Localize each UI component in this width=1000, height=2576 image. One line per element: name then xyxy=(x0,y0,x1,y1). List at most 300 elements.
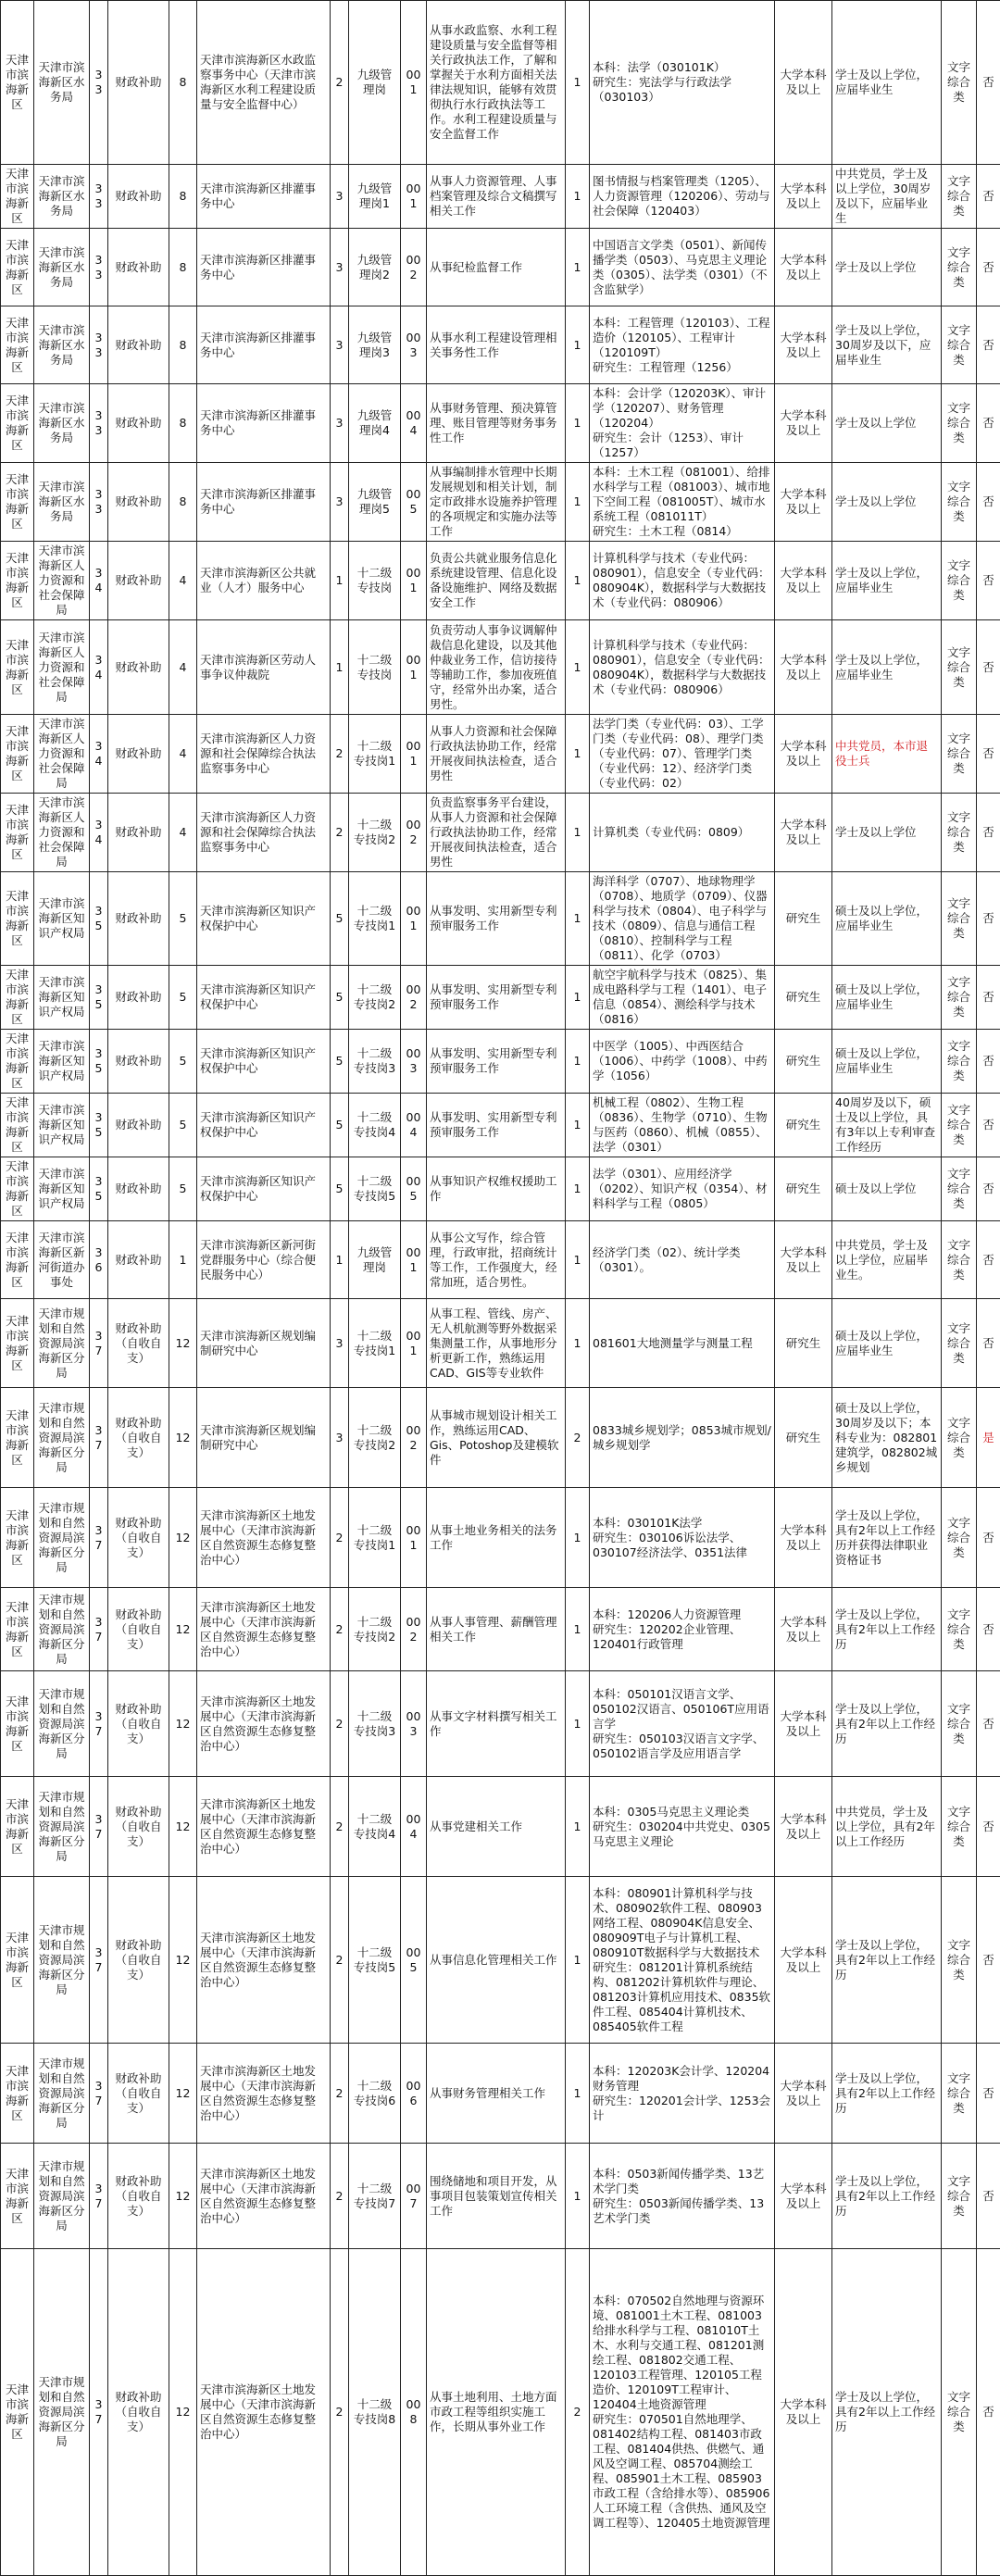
cell-duty: 从事人力资源和社会保障行政执法协助工作，经常开展夜间执法检查，适合男性 xyxy=(427,715,566,794)
cell-cat: 文字综合类 xyxy=(942,463,977,542)
cell-count: 1 xyxy=(566,1094,590,1157)
cell-dept: 天津市滨海新区知识产权局 xyxy=(34,1030,90,1094)
cell-other: 硕士及以上学位 xyxy=(832,1157,942,1221)
cell-region: 天津市滨海新区 xyxy=(1,1030,34,1094)
cell-count: 1 xyxy=(566,715,590,794)
cell-other: 硕士及以上学位，应届毕业生 xyxy=(832,1030,942,1094)
cell-post-code: 004 xyxy=(401,384,427,463)
cell-unit-qty: 5 xyxy=(331,872,349,966)
table-body xyxy=(1,1,1000,2576)
cell-unit-qty: 2 xyxy=(331,2144,349,2249)
cell-total: 12 xyxy=(169,1877,197,2044)
cell-edu: 研究生 xyxy=(775,1388,832,1488)
cell-unit: 天津市滨海新区土地发展中心（天津市滨海新区自然资源生态修复整治中心） xyxy=(197,1588,331,1671)
cell-region: 天津市滨海新区 xyxy=(1,1877,34,2044)
cell-region: 天津市滨海新区 xyxy=(1,384,34,463)
cell-unit: 天津市滨海新区知识产权保护中心 xyxy=(197,966,331,1030)
cell-post: 十二级专技岗3 xyxy=(349,1671,401,1777)
cell-total: 4 xyxy=(169,715,197,794)
cell-post-code: 005 xyxy=(401,1877,427,2044)
cell-count: 1 xyxy=(566,872,590,966)
cell-post: 十二级专技岗2 xyxy=(349,1388,401,1488)
cell-cat: 文字综合类 xyxy=(942,715,977,794)
cell-count: 1 xyxy=(566,1,590,165)
cell-region: 天津市滨海新区 xyxy=(1,306,34,384)
cell-cat: 文字综合类 xyxy=(942,1777,977,1877)
cell-unit-qty: 1 xyxy=(331,1221,349,1299)
cell-count: 2 xyxy=(566,1388,590,1488)
cell-post: 九级管理岗 xyxy=(349,1,401,165)
cell-count: 1 xyxy=(566,2144,590,2249)
cell-flag: 否 xyxy=(977,2044,1000,2144)
cell-post: 十二级专技岗1 xyxy=(349,715,401,794)
cell-cat: 文字综合类 xyxy=(942,2044,977,2144)
cell-dept-code: 34 xyxy=(90,794,108,872)
cell-dept: 天津市滨海新区水务局 xyxy=(34,229,90,306)
cell-other: 中共党员，学士及以上学位，30周岁及以下，应届毕业生 xyxy=(832,165,942,229)
cell-unit: 天津市滨海新区人力资源和社会保障综合执法监察事务中心 xyxy=(197,794,331,872)
cell-post: 十二级专技岗3 xyxy=(349,1030,401,1094)
cell-dept: 天津市规划和自然资源局滨海新区分局 xyxy=(34,2144,90,2249)
cell-unit: 天津市滨海新区排灌事务中心 xyxy=(197,306,331,384)
cell-dept-code: 34 xyxy=(90,620,108,715)
cell-dept: 天津市规划和自然资源局滨海新区分局 xyxy=(34,1671,90,1777)
cell-post-code: 002 xyxy=(401,229,427,306)
cell-funding: 财政补助（自收自支） xyxy=(108,1488,169,1588)
cell-major: 计算机类（专业代码：0809） xyxy=(590,794,775,872)
cell-edu: 大学本科及以上 xyxy=(775,1,832,165)
cell-cat: 文字综合类 xyxy=(942,229,977,306)
cell-edu: 大学本科及以上 xyxy=(775,306,832,384)
cell-flag: 否 xyxy=(977,966,1000,1030)
cell-cat: 文字综合类 xyxy=(942,1157,977,1221)
cell-dept: 天津市滨海新区水务局 xyxy=(34,463,90,542)
table-row xyxy=(1,794,1000,872)
cell-edu: 大学本科及以上 xyxy=(775,384,832,463)
cell-total: 12 xyxy=(169,1488,197,1588)
cell-major: 0833城乡规划学；0853城市规划/城乡规划学 xyxy=(590,1388,775,1488)
cell-unit-qty: 1 xyxy=(331,542,349,620)
cell-dept-code: 37 xyxy=(90,1671,108,1777)
cell-cat: 文字综合类 xyxy=(942,542,977,620)
cell-region: 天津市滨海新区 xyxy=(1,872,34,966)
cell-post: 九级管理岗5 xyxy=(349,463,401,542)
cell-unit: 天津市滨海新区规划编制研究中心 xyxy=(197,1299,331,1388)
table-row xyxy=(1,715,1000,794)
table-row xyxy=(1,966,1000,1030)
cell-post: 九级管理岗 xyxy=(349,1221,401,1299)
cell-funding: 财政补助（自收自支） xyxy=(108,2249,169,2576)
cell-cat: 文字综合类 xyxy=(942,165,977,229)
cell-edu: 大学本科及以上 xyxy=(775,1488,832,1588)
table-row xyxy=(1,229,1000,306)
cell-other: 中共党员，学士及以上学位，应届毕业生。 xyxy=(832,1221,942,1299)
table-row xyxy=(1,2144,1000,2249)
cell-other: 学士及以上学位，具有2年以上工作经历 xyxy=(832,2249,942,2576)
cell-post: 十二级专技岗4 xyxy=(349,1777,401,1877)
cell-dept: 天津市规划和自然资源局滨海新区分局 xyxy=(34,1777,90,1877)
cell-other: 学士及以上学位 xyxy=(832,384,942,463)
cell-cat: 文字综合类 xyxy=(942,1299,977,1388)
cell-major: 本科：会计学（120203K）、审计学（120207）、财务管理（120204） 研究生：会计（1253）、审计（1257） xyxy=(590,384,775,463)
cell-post-code: 004 xyxy=(401,1094,427,1157)
table-row xyxy=(1,1877,1000,2044)
cell-dept-code: 37 xyxy=(90,2044,108,2144)
cell-dept: 天津市规划和自然资源局滨海新区分局 xyxy=(34,1877,90,2044)
cell-dept-code: 35 xyxy=(90,1157,108,1221)
cell-post-code: 001 xyxy=(401,1488,427,1588)
cell-duty: 从事财务管理相关工作 xyxy=(427,2044,566,2144)
cell-edu: 研究生 xyxy=(775,1299,832,1388)
cell-region: 天津市滨海新区 xyxy=(1,542,34,620)
cell-major: 计算机科学与技术（专业代码：080901），信息安全（专业代码：080904K），数据科学与大数据技术（专业代码：080906） xyxy=(590,620,775,715)
cell-count: 1 xyxy=(566,1157,590,1221)
cell-funding: 财政补助 xyxy=(108,463,169,542)
cell-cat: 文字综合类 xyxy=(942,1094,977,1157)
cell-dept: 天津市滨海新区水务局 xyxy=(34,384,90,463)
cell-edu: 大学本科及以上 xyxy=(775,463,832,542)
cell-count: 1 xyxy=(566,1671,590,1777)
cell-funding: 财政补助 xyxy=(108,1221,169,1299)
cell-total: 12 xyxy=(169,1777,197,1877)
cell-duty: 负责监察事务平台建设，从事人力资源和社会保障行政执法协助工作，经常开展夜间执法检查，适合男性 xyxy=(427,794,566,872)
cell-cat: 文字综合类 xyxy=(942,1671,977,1777)
cell-flag: 否 xyxy=(977,306,1000,384)
cell-flag: 否 xyxy=(977,715,1000,794)
cell-other: 学士及以上学位，应届毕业生 xyxy=(832,1,942,165)
cell-dept-code: 33 xyxy=(90,1,108,165)
table-row xyxy=(1,1,1000,165)
cell-edu: 大学本科及以上 xyxy=(775,1777,832,1877)
cell-other: 40周岁及以下，硕士及以上学位，具有3年以上专利审查工作经历 xyxy=(832,1094,942,1157)
cell-other: 学士及以上学位，具有2年以上工作经历并获得法律职业资格证书 xyxy=(832,1488,942,1588)
cell-cat: 文字综合类 xyxy=(942,2144,977,2249)
cell-dept-code: 37 xyxy=(90,2249,108,2576)
cell-total: 12 xyxy=(169,1671,197,1777)
cell-major: 航空宇航科学与技术（0825）、集成电路科学与工程（1401）、电子信息（0854）、测绘科学与技术（0816） xyxy=(590,966,775,1030)
cell-cat: 文字综合类 xyxy=(942,1877,977,2044)
cell-other: 学士及以上学位，具有2年以上工作经历 xyxy=(832,2144,942,2249)
cell-other: 中共党员，本市退役士兵 xyxy=(832,715,942,794)
cell-unit-qty: 5 xyxy=(331,1094,349,1157)
cell-funding: 财政补助 xyxy=(108,872,169,966)
cell-post-code: 002 xyxy=(401,1388,427,1488)
cell-major: 本科：120203K会计学、120204财务管理 研究生：120201会计学、1253会计 xyxy=(590,2044,775,2144)
cell-unit: 天津市滨海新区公共就业（人才）服务中心 xyxy=(197,542,331,620)
cell-unit: 天津市滨海新区人力资源和社会保障综合执法监察事务中心 xyxy=(197,715,331,794)
cell-flag: 否 xyxy=(977,165,1000,229)
cell-duty: 从事文字材料撰写相关工作 xyxy=(427,1671,566,1777)
cell-post-code: 001 xyxy=(401,542,427,620)
table-row xyxy=(1,2044,1000,2144)
cell-post: 九级管理岗1 xyxy=(349,165,401,229)
cell-other: 学士及以上学位，应届毕业生 xyxy=(832,620,942,715)
cell-unit: 天津市滨海新区水政监察事务中心（天津市滨海新区水利工程建设质量与安全监督中心） xyxy=(197,1,331,165)
cell-dept-code: 36 xyxy=(90,1221,108,1299)
cell-unit: 天津市滨海新区土地发展中心（天津市滨海新区自然资源生态修复整治中心） xyxy=(197,1777,331,1877)
cell-region: 天津市滨海新区 xyxy=(1,1777,34,1877)
table-row xyxy=(1,463,1000,542)
cell-post: 十二级专技岗2 xyxy=(349,794,401,872)
cell-unit: 天津市滨海新区劳动人事争议仲裁院 xyxy=(197,620,331,715)
cell-other: 学士及以上学位，30周岁及以下，应届毕业生 xyxy=(832,306,942,384)
cell-region: 天津市滨海新区 xyxy=(1,1388,34,1488)
cell-region: 天津市滨海新区 xyxy=(1,2249,34,2576)
cell-post-code: 001 xyxy=(401,1221,427,1299)
cell-total: 8 xyxy=(169,229,197,306)
cell-unit: 天津市滨海新区土地发展中心（天津市滨海新区自然资源生态修复整治中心） xyxy=(197,1877,331,2044)
cell-post-code: 003 xyxy=(401,306,427,384)
cell-post-code: 007 xyxy=(401,2144,427,2249)
cell-total: 8 xyxy=(169,306,197,384)
cell-unit-qty: 3 xyxy=(331,1299,349,1388)
cell-post-code: 002 xyxy=(401,794,427,872)
cell-unit: 天津市滨海新区规划编制研究中心 xyxy=(197,1388,331,1488)
cell-count: 1 xyxy=(566,306,590,384)
cell-dept-code: 37 xyxy=(90,1488,108,1588)
cell-other: 硕士及以上学位，应届毕业生 xyxy=(832,1299,942,1388)
cell-cat: 文字综合类 xyxy=(942,794,977,872)
cell-dept-code: 35 xyxy=(90,1094,108,1157)
cell-major: 本科：工程管理（120103）、工程造价（120105）、工程审计（120109T） 研究生：工程管理（1256） xyxy=(590,306,775,384)
cell-unit: 天津市滨海新区土地发展中心（天津市滨海新区自然资源生态修复整治中心） xyxy=(197,2249,331,2576)
cell-edu: 研究生 xyxy=(775,1030,832,1094)
cell-dept: 天津市规划和自然资源局滨海新区分局 xyxy=(34,1388,90,1488)
cell-edu: 大学本科及以上 xyxy=(775,1221,832,1299)
cell-count: 1 xyxy=(566,463,590,542)
cell-cat: 文字综合类 xyxy=(942,384,977,463)
cell-post-code: 001 xyxy=(401,1,427,165)
cell-duty: 从事党建相关工作 xyxy=(427,1777,566,1877)
cell-unit: 天津市滨海新区排灌事务中心 xyxy=(197,229,331,306)
cell-funding: 财政补助 xyxy=(108,620,169,715)
cell-total: 8 xyxy=(169,1,197,165)
cell-funding: 财政补助 xyxy=(108,306,169,384)
cell-total: 12 xyxy=(169,2144,197,2249)
cell-duty: 从事信息化管理相关工作 xyxy=(427,1877,566,2044)
cell-other: 学士及以上学位，具有2年以上工作经历 xyxy=(832,1877,942,2044)
cell-unit-qty: 2 xyxy=(331,1588,349,1671)
cell-funding: 财政补助 xyxy=(108,1094,169,1157)
cell-funding: 财政补助 xyxy=(108,794,169,872)
cell-edu: 大学本科及以上 xyxy=(775,2044,832,2144)
cell-flag: 否 xyxy=(977,1030,1000,1094)
cell-region: 天津市滨海新区 xyxy=(1,1,34,165)
table-row xyxy=(1,2249,1000,2576)
cell-unit-qty: 3 xyxy=(331,1388,349,1488)
cell-flag: 否 xyxy=(977,1221,1000,1299)
cell-total: 12 xyxy=(169,2044,197,2144)
cell-post-code: 008 xyxy=(401,2249,427,2576)
cell-count: 1 xyxy=(566,1877,590,2044)
cell-edu: 大学本科及以上 xyxy=(775,620,832,715)
cell-duty: 负责公共就业服务信息化系统建设管理、信息化设备设施维护、网络及数据安全工作 xyxy=(427,542,566,620)
cell-unit-qty: 1 xyxy=(331,620,349,715)
cell-total: 8 xyxy=(169,463,197,542)
cell-funding: 财政补助（自收自支） xyxy=(108,2144,169,2249)
cell-unit: 天津市滨海新区土地发展中心（天津市滨海新区自然资源生态修复整治中心） xyxy=(197,1671,331,1777)
cell-region: 天津市滨海新区 xyxy=(1,1157,34,1221)
cell-post: 十二级专技岗6 xyxy=(349,2044,401,2144)
cell-post: 九级管理岗2 xyxy=(349,229,401,306)
cell-other: 学士及以上学位，具有2年以上工作经历 xyxy=(832,2044,942,2144)
cell-major: 机械工程（0802）、生物工程（0836）、生物学（0710）、生物与医药（0860）、机械（0855）、法学（0301） xyxy=(590,1094,775,1157)
cell-cat: 文字综合类 xyxy=(942,1030,977,1094)
cell-region: 天津市滨海新区 xyxy=(1,1299,34,1388)
cell-dept-code: 37 xyxy=(90,2144,108,2249)
table-row xyxy=(1,620,1000,715)
cell-count: 1 xyxy=(566,229,590,306)
cell-total: 12 xyxy=(169,1388,197,1488)
table-row xyxy=(1,306,1000,384)
cell-edu: 大学本科及以上 xyxy=(775,229,832,306)
cell-other: 硕士及以上学位，应届毕业生 xyxy=(832,872,942,966)
cell-flag: 否 xyxy=(977,1488,1000,1588)
cell-cat: 文字综合类 xyxy=(942,1221,977,1299)
cell-total: 5 xyxy=(169,966,197,1030)
cell-dept: 天津市滨海新区水务局 xyxy=(34,306,90,384)
cell-dept-code: 35 xyxy=(90,966,108,1030)
cell-unit: 天津市滨海新区知识产权保护中心 xyxy=(197,1030,331,1094)
cell-major: 法学（0301）、应用经济学（0202）、知识产权（0354）、材料科学与工程（0805） xyxy=(590,1157,775,1221)
cell-count: 1 xyxy=(566,2044,590,2144)
cell-duty: 从事水政监察、水利工程建设质量与安全监督等相关行政执法工作，了解和掌握关于水利方面相关法律法规知识，能够有效贯彻执行水行政执法等工作。水利工程建设质量与安全监督工作 xyxy=(427,1,566,165)
cell-funding: 财政补助 xyxy=(108,1030,169,1094)
cell-dept-code: 33 xyxy=(90,463,108,542)
cell-dept: 天津市滨海新区知识产权局 xyxy=(34,1157,90,1221)
cell-duty: 从事发明、实用新型专利预审服务工作 xyxy=(427,1030,566,1094)
cell-edu: 研究生 xyxy=(775,1094,832,1157)
cell-major: 本科：070502自然地理与资源环境、081001土木工程、081003给排水科学与工程、081010T土木、水利与交通工程、081201测绘工程、081802交通工程、120103工程管理、120105工程造价、120109T工程审计、120404土地资源管理 研究生：070501自然地理学、081402结构工程、081403市政工程、081404供热、供燃气、通风及空调工程、085704测绘工程、085901土木工程、085903市政工程（含给排水等）、085906人工环境工程（含供热、通风及空调工程等）、120405土地资源管理 xyxy=(590,2249,775,2576)
cell-funding: 财政补助 xyxy=(108,165,169,229)
cell-total: 12 xyxy=(169,2249,197,2576)
cell-flag: 否 xyxy=(977,2249,1000,2576)
cell-unit-qty: 2 xyxy=(331,794,349,872)
cell-major: 经济学门类（02）、统计学类（0301）。 xyxy=(590,1221,775,1299)
cell-duty: 从事编制排水管理中长期发展规划和相关计划，制定市政排水设施养护管理的各项规定和实施办法等工作 xyxy=(427,463,566,542)
cell-unit-qty: 3 xyxy=(331,463,349,542)
cell-dept-code: 37 xyxy=(90,1299,108,1388)
cell-other: 学士及以上学位 xyxy=(832,229,942,306)
cell-region: 天津市滨海新区 xyxy=(1,620,34,715)
cell-edu: 研究生 xyxy=(775,1157,832,1221)
cell-major: 本科：050101汉语言文学、050102汉语言、050106T应用语言学 研究生：050103汉语言文字学、050102语言学及应用语言学 xyxy=(590,1671,775,1777)
cell-count: 1 xyxy=(566,620,590,715)
cell-flag: 否 xyxy=(977,1671,1000,1777)
cell-post-code: 003 xyxy=(401,1671,427,1777)
cell-post: 十二级专技岗2 xyxy=(349,1588,401,1671)
cell-dept-code: 37 xyxy=(90,1877,108,2044)
cell-dept: 天津市滨海新区人力资源和社会保障局 xyxy=(34,620,90,715)
cell-funding: 财政补助 xyxy=(108,229,169,306)
cell-post-code: 006 xyxy=(401,2044,427,2144)
cell-dept: 天津市规划和自然资源局滨海新区分局 xyxy=(34,2044,90,2144)
cell-flag: 否 xyxy=(977,229,1000,306)
cell-unit-qty: 5 xyxy=(331,1030,349,1094)
cell-flag: 否 xyxy=(977,542,1000,620)
cell-duty: 从事人力资源管理、人事档案管理及综合文稿撰写相关工作 xyxy=(427,165,566,229)
cell-total: 4 xyxy=(169,620,197,715)
cell-funding: 财政补助 xyxy=(108,1,169,165)
cell-flag: 否 xyxy=(977,1,1000,165)
cell-post: 九级管理岗4 xyxy=(349,384,401,463)
table-row xyxy=(1,1221,1000,1299)
cell-cat: 文字综合类 xyxy=(942,2249,977,2576)
cell-region: 天津市滨海新区 xyxy=(1,1588,34,1671)
cell-flag: 否 xyxy=(977,463,1000,542)
cell-other: 硕士及以上学位，30周岁及以下；本科专业为：082801建筑学，082802城乡规划 xyxy=(832,1388,942,1488)
cell-count: 1 xyxy=(566,1777,590,1877)
cell-post: 十二级专技岗1 xyxy=(349,1299,401,1388)
cell-major: 本科：080901计算机科学与技术、080902软件工程、080903网络工程、080904K信息安全、080909T电子与计算机工程、080910T数据科学与大数据技术 研究生：081201计算机系统结构、081202计算机软件与理论、081203计算机应用技术、0835软件工程、085404计算机技术、085405软件工程 xyxy=(590,1877,775,2044)
cell-unit: 天津市滨海新区排灌事务中心 xyxy=(197,384,331,463)
cell-unit-qty: 5 xyxy=(331,966,349,1030)
cell-duty: 从事水利工程建设管理相关事务性工作 xyxy=(427,306,566,384)
cell-other: 学士及以上学位，应届毕业生 xyxy=(832,542,942,620)
cell-flag: 否 xyxy=(977,1588,1000,1671)
cell-major: 本科：0503新闻传播学类、13艺术学门类 研究生：0503新闻传播学类、13艺术学门类 xyxy=(590,2144,775,2249)
cell-post-code: 001 xyxy=(401,620,427,715)
cell-edu: 大学本科及以上 xyxy=(775,1877,832,2044)
cell-dept-code: 37 xyxy=(90,1388,108,1488)
cell-duty: 负责劳动人事争议调解仲裁信息化建设，以及其他仲裁业务工作，信访接待等辅助工作，参加夜班值守，经常外出办案，适合男性。 xyxy=(427,620,566,715)
cell-total: 4 xyxy=(169,542,197,620)
cell-cat: 文字综合类 xyxy=(942,620,977,715)
cell-total: 5 xyxy=(169,1157,197,1221)
cell-dept: 天津市滨海新区人力资源和社会保障局 xyxy=(34,715,90,794)
cell-post-code: 005 xyxy=(401,463,427,542)
cell-total: 8 xyxy=(169,165,197,229)
cell-dept: 天津市规划和自然资源局滨海新区分局 xyxy=(34,1299,90,1388)
cell-flag: 否 xyxy=(977,1299,1000,1388)
cell-region: 天津市滨海新区 xyxy=(1,2144,34,2249)
cell-post-code: 001 xyxy=(401,165,427,229)
cell-major: 本科：120206人力资源管理 研究生：120202企业管理、120401行政管理 xyxy=(590,1588,775,1671)
cell-total: 5 xyxy=(169,1094,197,1157)
cell-unit-qty: 5 xyxy=(331,1157,349,1221)
cell-region: 天津市滨海新区 xyxy=(1,1094,34,1157)
cell-duty: 从事工程、管线、房产、无人机航测等野外数据采集测量工作，从事地形分析更新工作，熟练运用CAD、GIS等专业软件 xyxy=(427,1299,566,1388)
cell-duty: 从事公文写作，综合管理，行政审批，招商统计等工作，工作强度大，经常加班，适合男性。 xyxy=(427,1221,566,1299)
cell-unit-qty: 3 xyxy=(331,165,349,229)
cell-unit: 天津市滨海新区排灌事务中心 xyxy=(197,165,331,229)
cell-dept-code: 35 xyxy=(90,1030,108,1094)
cell-cat: 文字综合类 xyxy=(942,872,977,966)
cell-unit-qty: 2 xyxy=(331,2044,349,2144)
cell-dept-code: 35 xyxy=(90,872,108,966)
table-row xyxy=(1,1777,1000,1877)
cell-count: 1 xyxy=(566,966,590,1030)
cell-major: 中国语言文学类（0501）、新闻传播学类（0503）、马克思主义理论类（0305）、法学类（0301）（不含监狱学） xyxy=(590,229,775,306)
cell-dept: 天津市滨海新区新河街道办事处 xyxy=(34,1221,90,1299)
cell-post: 十二级专技岗1 xyxy=(349,1488,401,1588)
table-row xyxy=(1,1299,1000,1388)
cell-region: 天津市滨海新区 xyxy=(1,2044,34,2144)
cell-edu: 大学本科及以上 xyxy=(775,1671,832,1777)
cell-duty: 从事土地业务相关的法务工作 xyxy=(427,1488,566,1588)
cell-count: 1 xyxy=(566,794,590,872)
cell-flag: 否 xyxy=(977,1094,1000,1157)
cell-total: 8 xyxy=(169,384,197,463)
cell-dept: 天津市滨海新区人力资源和社会保障局 xyxy=(34,542,90,620)
cell-other: 学士及以上学位，具有2年以上工作经历 xyxy=(832,1671,942,1777)
cell-funding: 财政补助（自收自支） xyxy=(108,2044,169,2144)
cell-duty: 从事知识产权维权援助工作 xyxy=(427,1157,566,1221)
cell-flag: 否 xyxy=(977,2144,1000,2249)
cell-post: 十二级专技岗7 xyxy=(349,2144,401,2249)
cell-dept-code: 34 xyxy=(90,542,108,620)
table-row xyxy=(1,1671,1000,1777)
